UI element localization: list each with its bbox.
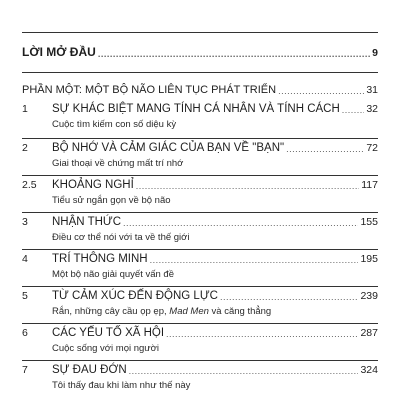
chapter-subtitle: Cuộc tìm kiếm con số diệu kỳ	[52, 119, 177, 130]
leader-dots	[98, 47, 370, 61]
page-number: 31	[366, 84, 378, 96]
page-number: 9	[372, 47, 378, 59]
chapter-number: 4	[22, 253, 28, 265]
divider	[22, 286, 378, 287]
subtitle-text: Rắn, những cây cầu ọp ẹp,	[52, 306, 170, 317]
entry-title-text: NHẬN THỨC	[52, 216, 122, 228]
subtitle-text: và căng thẳng	[208, 306, 272, 317]
page-number: 239	[360, 290, 378, 302]
page-number: 155	[360, 216, 378, 228]
subtitle-emphasis: Mad Men	[169, 306, 209, 317]
page-number: 195	[360, 253, 378, 265]
entry-title-text: SỰ KHÁC BIỆT MANG TÍNH CÁ NHÂN VÀ TÍNH CÁCH	[52, 103, 340, 115]
chapter-number: 7	[22, 364, 28, 376]
chapter-number: 5	[22, 290, 28, 302]
toc-entry-title	[52, 177, 378, 193]
leader-dots	[220, 290, 359, 304]
entry-title-text: BỘ NHỚ VÀ CẢM GIÁC CỦA BẠN VỀ "BẠN"	[52, 142, 285, 154]
divider	[22, 212, 378, 213]
toc-entry-title	[52, 362, 378, 378]
leader-dots	[123, 216, 358, 230]
toc-entry-title	[52, 101, 378, 117]
toc-entry-title	[52, 140, 378, 156]
chapter-number: 6	[22, 327, 28, 339]
page-number: 72	[366, 142, 378, 154]
toc-entry-chapter[interactable]	[22, 140, 378, 156]
toc-entry-chapter[interactable]	[22, 325, 378, 341]
entry-title-text: LỜI MỞ ĐẦU	[22, 45, 96, 59]
toc-entry-part[interactable]	[22, 82, 378, 98]
chapter-subtitle: Tôi thấy đau khi làm như thế này	[52, 380, 191, 391]
page-number: 287	[360, 327, 378, 339]
entry-title-text: KHOẢNG NGHỈ	[52, 179, 134, 191]
middle-rule	[22, 72, 378, 73]
toc-entry-title	[22, 82, 378, 98]
chapter-subtitle: Điều cơ thể nói với ta về thế giới	[52, 232, 190, 243]
chapter-subtitle: Tiểu sử ngắn gọn về bộ não	[52, 195, 171, 206]
leader-dots	[342, 103, 365, 117]
divider	[22, 323, 378, 324]
divider	[22, 138, 378, 139]
leader-dots	[150, 253, 359, 267]
page-number: 32	[366, 103, 378, 115]
chapter-subtitle	[52, 305, 271, 319]
chapter-number: 3	[22, 216, 28, 228]
toc-entry-chapter[interactable]	[22, 251, 378, 267]
leader-dots	[286, 142, 364, 156]
chapter-subtitle: Giai thoại về chứng mất trí nhớ	[52, 158, 184, 169]
toc-entry-title	[52, 214, 378, 230]
toc-entry-chapter[interactable]	[22, 177, 378, 193]
leader-dots	[129, 364, 359, 378]
toc-entry-chapter[interactable]	[22, 288, 378, 304]
entry-title-text: PHẦN MỘT: MỘT BỘ NÃO LIÊN TỤC PHÁT TRIỂN	[22, 84, 277, 96]
chapter-subtitle: Cuộc sống với mọi người	[52, 343, 160, 354]
entry-title-text: CÁC YẾU TỐ XÃ HỘI	[52, 327, 165, 339]
top-rule	[22, 32, 378, 33]
toc-entry-title	[52, 251, 378, 267]
page-number: 117	[361, 179, 378, 191]
chapter-subtitle: Một bộ não giải quyết vấn đề	[52, 269, 175, 280]
page-number: 324	[360, 364, 378, 376]
toc-entry-chapter[interactable]	[22, 214, 378, 230]
chapter-number: 2	[22, 142, 28, 154]
toc-entry-chapter[interactable]	[22, 101, 378, 117]
leader-dots	[136, 179, 359, 193]
divider	[22, 175, 378, 176]
toc-entry-chapter[interactable]	[22, 362, 378, 378]
toc-entry-title	[52, 288, 378, 304]
entry-title-text: TRÍ THÔNG MINH	[52, 253, 148, 265]
entry-title-text: TỪ CẢM XÚC ĐẾN ĐỘNG LỰC	[52, 290, 218, 302]
chapter-number: 1	[22, 103, 28, 115]
toc-entry-title	[52, 325, 378, 341]
divider	[22, 360, 378, 361]
leader-dots	[166, 327, 358, 341]
entry-title-text: SỰ ĐAU ĐỚN	[52, 364, 127, 376]
chapter-number: 2.5	[22, 179, 37, 191]
leader-dots	[278, 84, 364, 98]
toc-entry-title	[22, 44, 378, 61]
divider	[22, 249, 378, 250]
toc-entry-front[interactable]	[22, 44, 378, 60]
